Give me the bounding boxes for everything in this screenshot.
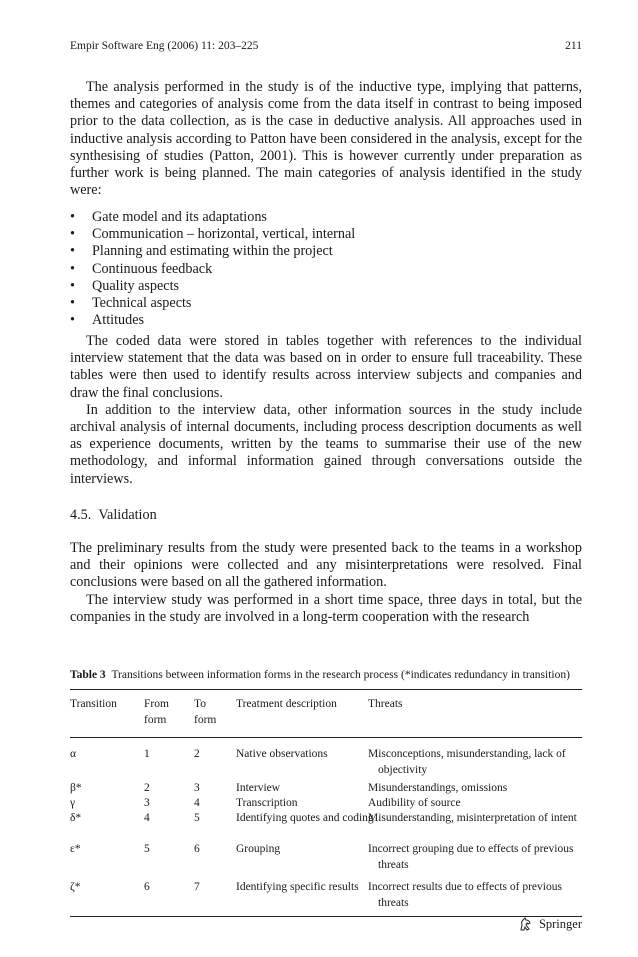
bullet-icon: •: [70, 312, 75, 329]
publisher-name: Springer: [538, 917, 582, 931]
table-top-rule: [70, 689, 582, 690]
journal-citation: Empir Software Eng (2006) 11: 203–225: [70, 40, 259, 52]
bullet-icon: •: [70, 277, 75, 294]
table-row: ε* 5 6 Grouping Incorrect grouping due to effects of previous threats: [70, 843, 574, 871]
running-header: [70, 40, 582, 52]
paragraph-text: The preliminary results from the study were presented back to the teams in a workshop and their opinions were collected and any misinterpretations were resolved. Final conclusions were based on all the gathered information.: [70, 540, 582, 591]
header-treatment: Treatment description: [236, 698, 337, 711]
table-label: Table 3: [70, 669, 106, 681]
springer-horse-icon: [518, 917, 533, 932]
bullet-icon: •: [70, 294, 75, 311]
paragraph-coded-data: [70, 333, 582, 488]
header-threats: Threats: [368, 698, 403, 711]
list-item: [70, 226, 582, 243]
table-row: β* 2 3 Interview Misunderstandings, omissions: [70, 782, 508, 795]
table-row: γ 3 4 Transcription Audibility of source: [70, 797, 461, 810]
paragraph-text: The interview study was performed in a short time space, three days in total, but the companies in the study are involved in a long-term cooperation with the research: [70, 591, 582, 625]
section-heading: [70, 507, 157, 524]
list-item: [70, 261, 582, 278]
page-number: 211: [565, 40, 582, 52]
table-header-rule: [70, 737, 582, 738]
list-item-text: Technical aspects: [92, 294, 192, 311]
header-transition: Transition: [70, 698, 117, 711]
section-title: Validation: [98, 507, 157, 523]
table-caption: [70, 668, 582, 683]
list-item-text: Continuous feedback: [92, 260, 213, 277]
list-item: [70, 278, 582, 295]
bullet-icon: •: [70, 209, 75, 225]
list-item: [70, 312, 582, 329]
paragraph-text: In addition to the interview data, other information sources in the study include archival analysis of internal documents, including process description documents as well as experience documents, written by the teams to summarise their use of the new methodology, and informal information gained through conversations outside the interviews.: [70, 401, 582, 487]
list-item: [70, 209, 582, 226]
bullet-icon: •: [70, 260, 75, 277]
paragraph-text: The analysis performed in the study is of the inductive type, implying that patterns, themes and categories of analysis come from the data itself in contrast to being imposed prior to the data collection, as is the case in deductive analysis. All approaches used in inductive analysis according to Patton have been considered in the analysis, except for the synthesising of studies (Patton, 2001). This is however currently under preparation as further work is being planned. The main categories of analysis identified in the study were:: [70, 79, 582, 199]
list-item: [70, 295, 582, 312]
analysis-categories-list: [70, 209, 582, 329]
bullet-icon: •: [70, 243, 75, 260]
paragraph-analysis-type: [70, 79, 582, 199]
header-from: From form: [144, 698, 169, 726]
publisher-footer: [518, 917, 582, 932]
list-item: [70, 243, 582, 260]
list-item-text: Communication – horizontal, vertical, internal: [92, 226, 356, 243]
table-bottom-rule: [70, 916, 582, 917]
paragraph-validation: [70, 540, 582, 626]
list-item-text: Attitudes: [92, 312, 145, 329]
list-item-text: Gate model and its adaptations: [92, 209, 267, 225]
list-item-text: Planning and estimating within the project: [92, 243, 333, 260]
table-header-row: [70, 697, 582, 737]
table-row: ζ* 6 7 Identifying specific results Incorrect results due to effects of previous threats: [70, 881, 562, 909]
list-item-text: Quality aspects: [92, 277, 180, 294]
table-caption-text: Transitions between information forms in the research process (*indicates redundancy in transition): [111, 669, 570, 681]
paragraph-text: The coded data were stored in tables together with references to the individual interview statement that the data was based on in order to ensure full traceability. These tables were then used to identify results across interview subjects and companies and draw the final conclusions.: [70, 333, 582, 401]
table-row: α 1 2 Native observations Misconceptions, misunderstanding, lack of objectivity: [70, 748, 566, 776]
header-to: To form: [194, 698, 217, 726]
bullet-icon: •: [70, 226, 75, 243]
table-3: [70, 668, 582, 917]
table-row: δ* 4 5 Identifying quotes and coding Misunderstanding, misinterpretation of intent: [70, 812, 577, 825]
section-number: 4.5.: [70, 507, 92, 523]
